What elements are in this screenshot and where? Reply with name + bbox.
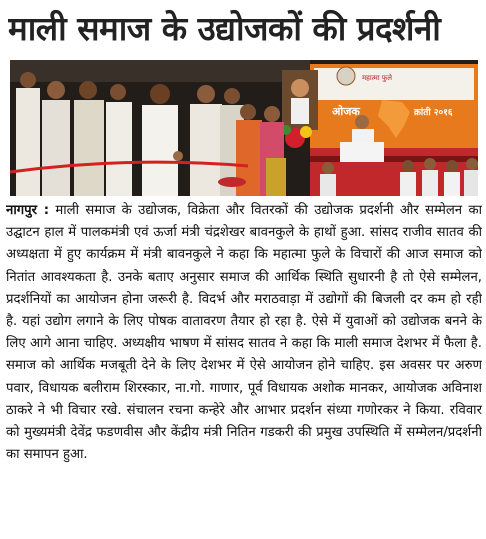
dateline: नागपुर : bbox=[6, 203, 50, 218]
headline: माली समाज के उद्योजकों की प्रदर्शनी bbox=[8, 9, 441, 48]
banner-text-left: ओजक bbox=[332, 105, 360, 118]
tent-roof bbox=[10, 60, 310, 82]
article-body bbox=[6, 200, 482, 535]
article-text: माली समाज के उद्योजक, विक्रेता और वितरकों की उद्योजक प्रदर्शनी और सम्मेलन का उद्घाटन हाल में पालकमंत्री एवं ऊर्जा मंत्री चंद्रशेखर बावनकुले के हाथों हुआ. सांसद राजीव सातव की अध्यक्षता में हुए कार्यक्रम में मंत्री बावनकुले ने कहा कि महात्मा फुले के विचारों की आज समाज को नितांत आवश्यकता है. उनके बताए अनुसार समाज की आर्थिक स्थिति सुधारनी है तो ऐसे सम्मेलन, प्रदर्शनियों का आयोजन होना जरूरी है. विदर्भ और मराठवाड़ा में उद्योगों की बिजली दर कम हो रही है. यहां उद्योग लगाने के लिए पोषक वातावरण तैयार हो रहा है. ऐसे में युवाओं को उद्योजक बनने के लिए आगे आना चाहिए. अध्यक्षीय भाषण में सांसद सातव ने कहा कि माली समाज देशभर में फैला है. समाज को आर्थिक मजबूती देने के लिए देशभर में ऐसे आयोजन होने चाहिए. इस अवसर पर अरुण पवार, विधायक बलीराम शिरस्कार, ना.गो. गाणार, पूर्व विधायक अशोक मानकर, आयोजक अविनाश ठाकरे ने भी विचार रखे. संचालन रचना कन्हेरे और आभार प्रदर्शन संध्या गणोरकर ने किया. रविवार को मुख्यमंत्री देवेंद्र फडणवीस और केंद्रीय मंत्री नितिन गडकरी की प्रमुख उपस्थिति में सम्मेलन/प्रदर्शनी का समापन हुआ. bbox=[6, 203, 482, 463]
pooja-plate bbox=[218, 177, 246, 187]
banner-text-top: महात्मा फुले bbox=[362, 74, 393, 82]
banner-logo bbox=[337, 67, 355, 85]
hands bbox=[173, 151, 183, 161]
speaker-figure bbox=[355, 115, 369, 129]
news-photo bbox=[10, 60, 478, 196]
banner-text-right: क्रांती २०१६ bbox=[414, 108, 453, 118]
